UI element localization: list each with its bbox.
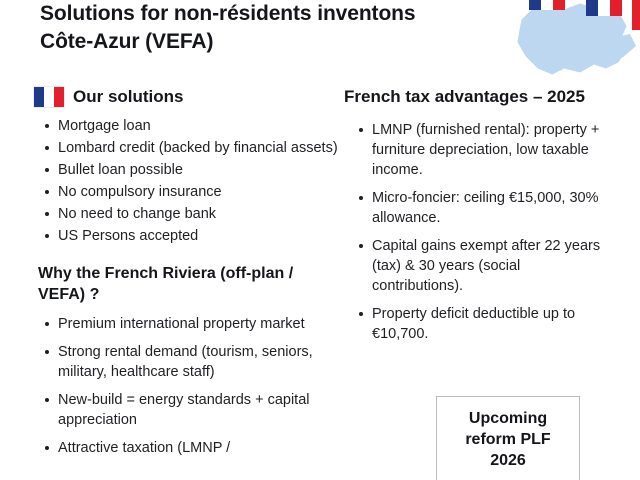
list-item: Premium international property market xyxy=(58,314,339,334)
list-item: New-build = energy standards + capital appreciation xyxy=(58,390,339,430)
list-item: No compulsory insurance xyxy=(58,182,339,202)
french-flag-icon xyxy=(34,87,64,107)
tax-list xyxy=(344,120,614,344)
list-item: Capital gains exempt after 22 years (tax) & 30 years (social contributions). xyxy=(372,236,614,296)
list-item: Mortgage loan xyxy=(58,116,339,136)
list-item: Strong rental demand (tourism, seniors, military, healthcare staff) xyxy=(58,342,339,382)
flag-right-icon xyxy=(586,0,622,16)
flag-edge-icon xyxy=(632,0,640,30)
list-item: Attractive taxation (LMNP / xyxy=(58,438,339,458)
list-item: No need to change bank xyxy=(58,204,339,224)
france-map-icon xyxy=(460,0,640,92)
list-item: Lombard credit (backed by financial assets) xyxy=(58,140,338,157)
list-item: Bullet loan possible xyxy=(58,160,339,180)
solutions-heading: Our solutions xyxy=(73,87,184,106)
solutions-list xyxy=(34,116,339,246)
left-column xyxy=(34,86,339,466)
list-item: Property deficit deductible up to €10,700. xyxy=(372,304,614,344)
page-title: Solutions for non-résidents inventons Côte-Azur (VEFA) xyxy=(40,2,416,53)
list-item: LMNP (furnished rental): property + furniture depreciation, low taxable income. xyxy=(372,120,614,180)
list-item: Micro-foncier: ceiling €15,000, 30% allowance. xyxy=(372,188,614,228)
riviera-list xyxy=(34,314,339,458)
france-map-graphic xyxy=(460,0,640,76)
riviera-heading: Why the French Riviera (off-plan / VEFA) ? xyxy=(38,265,294,304)
upcoming-reform-callout xyxy=(436,396,580,480)
flag-left-icon xyxy=(529,0,565,10)
tax-heading: French tax advantages – 2025 xyxy=(344,87,585,106)
right-column xyxy=(344,86,614,352)
list-item: US Persons accepted xyxy=(58,226,339,246)
callout-text: Upcoming reform PLF 2026 xyxy=(465,410,551,469)
header xyxy=(40,0,470,55)
solutions-heading-row xyxy=(34,86,339,107)
